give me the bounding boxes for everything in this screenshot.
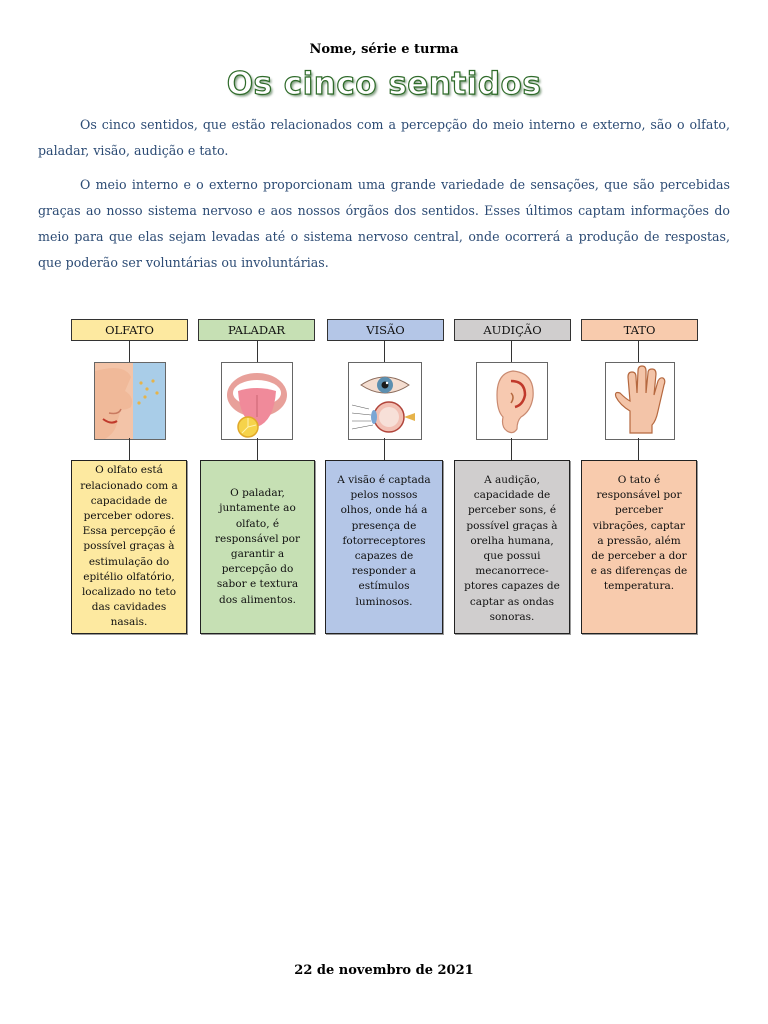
connector-line: [129, 341, 130, 362]
connector-line: [129, 438, 130, 460]
sense-label-visao: VISÃO: [327, 319, 444, 341]
connector-line: [511, 341, 512, 362]
second-paragraph: O meio interno e o externo proporcionam uma grande variedade de sensações, que são percebidas graças ao nosso sistema nervoso e aos nossos órgãos dos sentidos. Esses últimos captam informações do meio para que elas sejam levadas até o sistema nervoso central, onde ocorrerá a produção de respostas, que poderão ser voluntárias ou involuntárias.: [38, 177, 730, 270]
connector-line: [257, 438, 258, 460]
sense-label-olfato: OLFATO: [71, 319, 188, 341]
sense-label-tato: TATO: [581, 319, 698, 341]
connector-line: [511, 438, 512, 460]
document-date: 22 de novembro de 2021: [294, 963, 474, 978]
intro-paragraph: Os cinco sentidos, que estão relacionados com a percepção do meio interno e externo, são o olfato, paladar, visão, audição e tato.: [38, 117, 730, 158]
tongue-icon: [221, 362, 293, 440]
sense-description-paladar: O paladar, juntamente ao olfato, é responsável por garantir a percepção do sabor e textura dos alimentos.: [200, 460, 315, 634]
ear-icon: [476, 362, 548, 440]
hand-icon: [605, 362, 675, 440]
sense-description-visao: A visão é captada pelos nossos olhos, onde há a presença de fotorreceptores capazes de responder a estímulos luminosos.: [325, 460, 443, 634]
connector-line: [638, 438, 639, 460]
page-title: Os cinco sentidos: [226, 66, 542, 102]
sense-label-audicao: AUDIÇÃO: [454, 319, 571, 341]
connector-line: [638, 341, 639, 362]
name-grade-class-line: Nome, série e turma: [309, 42, 459, 57]
connector-line: [384, 438, 385, 460]
eye-icon: [348, 362, 422, 440]
sense-label-paladar: PALADAR: [198, 319, 315, 341]
sense-description-audicao: A audição, capacidade de perceber sons, é possível graças à orelha humana, que possui mecanorrece-ptores capazes de captar as ondas sonoras.: [454, 460, 570, 634]
connector-line: [384, 341, 385, 362]
nose-icon: [94, 362, 166, 440]
sense-description-olfato: O olfato está relacionado com a capacidade de perceber odores. Essa percepção é possível graças à estimulação do epitélio olfatório, localizado no teto das cavidades nasais.: [71, 460, 187, 634]
sense-description-tato: O tato é responsável por perceber vibrações, captar a pressão, além de perceber a dor e as diferenças de temperatura.: [581, 460, 697, 634]
connector-line: [257, 341, 258, 362]
